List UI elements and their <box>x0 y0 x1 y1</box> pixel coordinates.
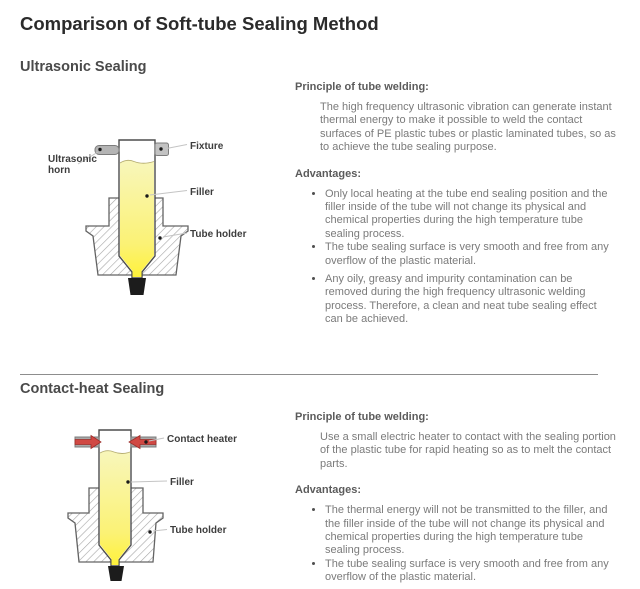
advantage-item: • Only local heating at the tube end sealing position and the filler inside of the tube will not change its physical and chemical properties during the high temperature tube sealing process. <box>325 188 617 242</box>
filler-shape <box>100 451 130 565</box>
dot-marker-fixture <box>159 147 162 150</box>
ultrasonic-sealing-diagram <box>20 108 300 316</box>
principle-text: The high frequency ultrasonic vibration can generate instant thermal energy to make it possible to weld the contact surfaces of PE plastic tubes or plastic laminated tubes, so as to achieve the tube sealing purpose. <box>320 101 616 154</box>
ultrasonic-text-column <box>295 81 630 327</box>
contact-heat-text-column <box>295 411 630 585</box>
advantage-item: • The thermal energy will not be transmitted to the filler, and the filler inside of the tube will not change its physical and chemical properties during the high temperature tube sealing process. <box>325 504 617 558</box>
filler-shape <box>120 160 154 277</box>
section-divider <box>20 374 598 375</box>
advantage-item: • Any oily, greasy and impurity contamination can be removed during the high frequency ultrasonic welding process. Therefore, a clean and neat tube sealing effect can be achieved. <box>325 273 617 327</box>
page-title: Comparison of Soft-tube Sealing Method <box>20 13 379 34</box>
dot-marker-holder <box>158 236 161 239</box>
advantage-item: • The tube sealing surface is very smooth and free from any overflow of the plastic material. <box>325 558 617 585</box>
principle-text: Use a small electric heater to contact with the sealing portion of the plastic tube for rapid heating so as to melt the contact parts. <box>320 431 616 470</box>
seal-cap-shape <box>108 566 124 581</box>
section-heading-contact-heat: Contact-heat Sealing <box>20 381 165 397</box>
section-heading-ultrasonic: Ultrasonic Sealing <box>20 59 147 75</box>
contact-heat-diagram-canvas <box>20 425 300 587</box>
advantages-label: Advantages: <box>295 484 362 497</box>
tube-holder-label: Tube holder <box>170 525 227 536</box>
dot-marker-horn <box>98 148 101 151</box>
leader-line-filler <box>131 481 167 482</box>
contact-heat-sealing-diagram <box>20 425 300 587</box>
filler-label: Filler <box>190 187 214 198</box>
contact-heater-label: Contact heater <box>167 434 238 445</box>
ultrasonic-horn-label: Ultrasonic horn <box>48 154 97 176</box>
advantages-list <box>312 188 617 327</box>
tube-holder-label: Tube holder <box>190 229 247 240</box>
advantages-list <box>312 504 617 584</box>
dot-marker-filler <box>126 480 129 483</box>
principle-label: Principle of tube welding: <box>295 81 429 93</box>
fixture-label: Fixture <box>190 141 224 152</box>
ultrasonic-diagram-canvas <box>20 108 300 316</box>
advantage-item: • The tube sealing surface is very smooth and free from any overflow of the plastic material. <box>325 241 617 268</box>
filler-label: Filler <box>170 477 194 488</box>
advantages-label: Advantages: <box>295 167 362 180</box>
dot-marker-holder <box>148 530 151 533</box>
dot-marker-filler <box>145 194 148 197</box>
dot-marker-heater <box>144 440 147 443</box>
principle-label: Principle of tube welding: <box>295 411 429 423</box>
seal-cap-shape <box>128 278 146 295</box>
